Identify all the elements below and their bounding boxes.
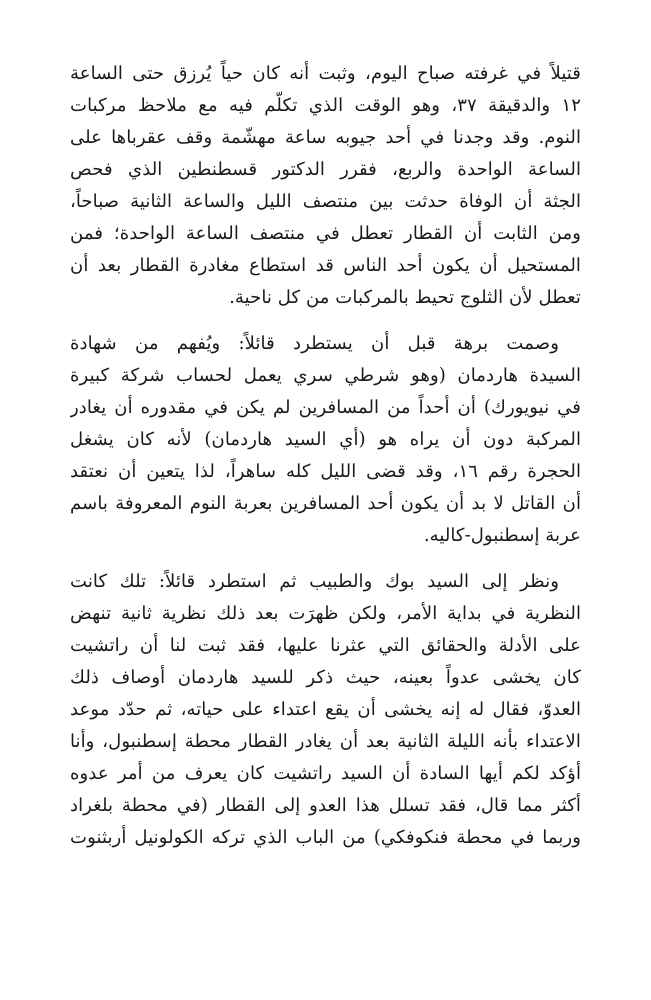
text-line: ومن الثابت أن القطار تعطل في منتصف الساعة الواحدة؛ فمن: [70, 223, 581, 244]
text-line: ونظر إلى السيد بوك والطبيب ثم استطرد قائلاً: تلك كانت: [70, 571, 559, 592]
text-line: كان يخشى عدواً بعينه، حيث ذكر للسيد هاردمان أوصاف ذلك: [70, 667, 581, 688]
text-line: الاعتداء بأنه الليلة الثانية بعد أن يغادر القطار محطة إسطنبول، وأنا: [70, 731, 581, 752]
text-line: الحجرة رقم ١٦، وقد قضى الليل كله ساهراً، لذا يتعين أن نعتقد: [70, 461, 581, 482]
text-line: النظرية في بداية الأمر، ولكن ظهرَت بعد ذلك نظرية ثانية تنهض: [70, 603, 581, 624]
document-page: [70, 58, 581, 868]
text-line: أكثر مما قال، فقد تسلل هذا العدو إلى القطار (في محطة بلغراد: [70, 795, 581, 816]
paragraph-1: [70, 58, 581, 314]
text-line: أن القاتل لا بد أن يكون أحد المسافرين بعربة النوم المعروفة باسم: [70, 493, 581, 514]
text-line: عربة إسطنبول-كاليه.: [423, 525, 581, 546]
text-line: الساعة الواحدة والربع، فقرر الدكتور قسطنطين الذي فحص: [70, 159, 581, 180]
text-line: العدوّ، فقال له إنه يخشى أن يقع اعتداء على حياته، ثم حدّد موعد: [70, 699, 581, 720]
text-line: تعطل لأن الثلوج تحيط بالمركبات من كل ناحية.: [229, 287, 581, 308]
text-line: وصمت برهة قبل أن يستطرد قائلاً: ويُفهم من شهادة: [70, 333, 559, 354]
text-line: قتيلاً في غرفته صباح اليوم، وثبت أنه كان حياً يُرزق حتى الساعة: [70, 63, 581, 84]
text-line: الجثة أن الوفاة حدثت بين منتصف الليل والساعة الثانية صباحاً،: [70, 191, 581, 212]
text-line: المركبة دون أن يراه هو (أي السيد هاردمان) لأنه كان يشغل: [70, 429, 581, 450]
text-line: أؤكد لكم أيها السادة أن السيد راتشيت كان يعرف من أمر عدوه: [70, 763, 581, 784]
text-line: وربما في محطة فنكوفكي) من الباب الذي تركه الكولونيل أربثنوت: [70, 827, 581, 848]
paragraph-2: [70, 328, 581, 552]
paragraph-3: [70, 566, 581, 854]
text-line: المستحيل أن يكون أحد الناس قد استطاع مغادرة القطار بعد أن: [70, 255, 581, 276]
text-line: النوم. وقد وجدنا في أحد جيوبه ساعة مهشّمة وقف عقرباها على: [70, 127, 581, 148]
text-line: السيدة هاردمان (وهو شرطي سري يعمل لحساب شركة كبيرة: [70, 365, 581, 386]
text-line: في نيويورك) أن أحداً من المسافرين لم يكن في مقدوره أن يغادر: [70, 397, 581, 418]
text-line: ١٢ والدقيقة ٣٧، وهو الوقت الذي تكلّم فيه مع ملاحظ مركبات: [70, 95, 581, 116]
text-line: على الأدلة والحقائق التي عثرنا عليها، فقد ثبت لنا أن راتشيت: [70, 635, 581, 656]
